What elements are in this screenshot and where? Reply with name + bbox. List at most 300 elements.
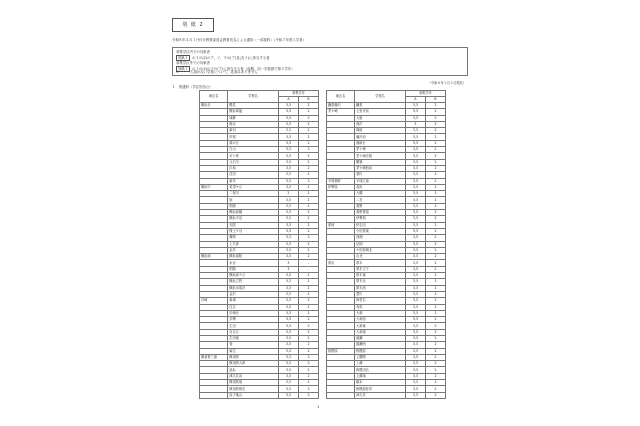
capacity-a-cell: 3,3 bbox=[278, 329, 298, 335]
school-cell: 新羽 bbox=[228, 128, 279, 134]
school-cell: 横浜緑ケ丘 bbox=[228, 273, 279, 279]
capacity-b-cell: 2 bbox=[299, 386, 319, 392]
capacity-a-cell: 3,3 bbox=[278, 228, 298, 234]
school-cell: 大和東 bbox=[355, 323, 406, 329]
capacity-a-cell: 3,3 bbox=[405, 235, 425, 241]
capacity-b-cell: 2 bbox=[425, 335, 445, 341]
capacity-b-cell: 2 bbox=[299, 109, 319, 115]
condition-text-1: の１の(2)のア、イ、ウの(ア)及び(イ)に該当する者 bbox=[192, 56, 270, 60]
school-cell: 茅ケ崎西浜 bbox=[355, 165, 406, 171]
capacity-b-cell: 2 bbox=[425, 254, 445, 260]
school-cell: 有馬 bbox=[355, 304, 406, 310]
capacity-a-cell: 3,3 bbox=[405, 323, 425, 329]
header-capacity: 募集学年 bbox=[278, 91, 318, 97]
capacity-a-cell: 3,3 bbox=[405, 254, 425, 260]
school-cell: 湘南台 bbox=[355, 140, 406, 146]
capacity-b-cell: 2 bbox=[425, 184, 445, 190]
capacity-a-cell: 3,3 bbox=[405, 222, 425, 228]
capacity-b-cell: 2 bbox=[299, 279, 319, 285]
capacity-b-cell: 2 bbox=[299, 134, 319, 140]
header-area: 地区名 bbox=[200, 91, 228, 103]
capacity-b-cell: 2 bbox=[299, 147, 319, 153]
school-cell: 住吉 bbox=[228, 304, 279, 310]
capacity-a-cell: 3,3 bbox=[405, 140, 425, 146]
capacity-b-cell: 2 bbox=[299, 317, 319, 323]
capacity-a-cell: 3,3 bbox=[278, 241, 298, 247]
school-cell: 横須賀南 bbox=[228, 380, 279, 386]
capacity-b-cell: 2 bbox=[425, 210, 445, 216]
capacity-b-cell: 2 bbox=[299, 285, 319, 291]
capacity-b-cell: 2 bbox=[299, 191, 319, 197]
capacity-b-cell: 2 bbox=[425, 159, 445, 165]
school-cell: 厚木王子 bbox=[355, 266, 406, 272]
school-cell: 上溝 bbox=[355, 361, 406, 367]
school-cell: 生田 bbox=[228, 323, 279, 329]
school-cell: 横須賀 bbox=[228, 354, 279, 360]
school-cell: 大船 bbox=[355, 115, 406, 121]
capacity-b-cell: 2 bbox=[425, 235, 445, 241]
capacity-b-cell: 2 bbox=[425, 203, 445, 209]
capacity-a-cell: 3,3 bbox=[405, 279, 425, 285]
school-cell: 橋本 bbox=[355, 380, 406, 386]
capacity-table-left bbox=[199, 90, 319, 399]
capacity-a-cell: 3,3 bbox=[278, 335, 298, 341]
area-cell: 鎌倉藤沢 bbox=[327, 103, 355, 109]
school-cell: 海老名 bbox=[355, 298, 406, 304]
school-cell: 伊志田 bbox=[355, 222, 406, 228]
capacity-a-cell: 3 bbox=[405, 121, 425, 127]
capacity-b-cell: 2 bbox=[299, 348, 319, 354]
school-cell: 厚木北 bbox=[355, 279, 406, 285]
school-cell: 平塚江南 bbox=[355, 178, 406, 184]
capacity-b-cell: 2 bbox=[299, 121, 319, 127]
capacity-a-cell: 3,3 bbox=[405, 178, 425, 184]
capacity-a-cell: 3,3 bbox=[405, 159, 425, 165]
school-cell: 二宮 bbox=[355, 197, 406, 203]
capacity-b-cell: 2 bbox=[425, 121, 445, 127]
school-cell: 川和 bbox=[228, 165, 279, 171]
school-cell: 鶴嶺 bbox=[355, 159, 406, 165]
capacity-a-cell: 3,3 bbox=[278, 279, 298, 285]
capacity-b-cell: 2 bbox=[299, 228, 319, 234]
capacity-a-cell: 3,3 bbox=[278, 310, 298, 316]
capacity-a-cell: 3,3 bbox=[405, 348, 425, 354]
header-b: B bbox=[425, 97, 445, 103]
capacity-a-cell: 3,3 bbox=[405, 134, 425, 140]
capacity-b-cell: 2 bbox=[425, 115, 445, 121]
capacity-a-cell: 3,3 bbox=[405, 184, 425, 190]
capacity-a-cell: 3,3 bbox=[278, 140, 298, 146]
capacity-b-cell: 2 bbox=[299, 373, 319, 379]
school-cell: 相模田名 bbox=[355, 367, 406, 373]
school-cell: 大磯 bbox=[355, 191, 406, 197]
capacity-a-cell: 3,3 bbox=[405, 260, 425, 266]
capacity-a-cell: 3,3 bbox=[405, 197, 425, 203]
school-cell: 愛川 bbox=[355, 291, 406, 297]
capacity-b-cell: 2 bbox=[425, 165, 445, 171]
school-cell: 麻生 bbox=[228, 348, 279, 354]
capacity-a-cell: 3,3 bbox=[405, 298, 425, 304]
capacity-a-cell: 3,3 bbox=[278, 304, 298, 310]
condition-title-1: 募集学区内での対象者 bbox=[176, 50, 210, 54]
capacity-b-cell: 2 bbox=[425, 285, 445, 291]
capacity-a-cell: 3,3 bbox=[278, 386, 298, 392]
capacity-a-cell: 3,3 bbox=[278, 254, 298, 260]
school-cell: 茅ケ崎北陵 bbox=[355, 153, 406, 159]
school-cell: 湘南 bbox=[355, 128, 406, 134]
capacity-a-cell: 3,3 bbox=[405, 373, 425, 379]
capacity-b-cell: 2 bbox=[425, 103, 445, 109]
capacity-b-cell: 2 bbox=[299, 329, 319, 335]
capacity-a-cell: 3,3 bbox=[278, 184, 298, 190]
school-cell: 厚木 bbox=[355, 260, 406, 266]
condition-tag-1: 別紙１ bbox=[178, 56, 189, 60]
capacity-b-cell: 2 bbox=[425, 147, 445, 153]
school-cell: 寒川 bbox=[355, 172, 406, 178]
capacity-b-cell: 2 bbox=[425, 291, 445, 297]
capacity-a-cell: 3,3 bbox=[405, 291, 425, 297]
capacity-b-cell: 2 bbox=[425, 191, 445, 197]
school-cell: 横浜氷取沢 bbox=[228, 285, 279, 291]
school-cell: 横浜南陵 bbox=[228, 254, 279, 260]
school-cell: 追浜 bbox=[228, 367, 279, 373]
condition-tag-2: 別紙１ bbox=[178, 67, 189, 71]
capacity-b-cell: 2 bbox=[299, 197, 319, 203]
capacity-a-cell: 3,3 bbox=[405, 285, 425, 291]
header-a: A bbox=[405, 97, 425, 103]
capacity-a-cell: 3,3 bbox=[278, 222, 298, 228]
capacity-b-cell: 2 bbox=[299, 354, 319, 360]
school-cell: 藤沢西 bbox=[355, 134, 406, 140]
condition-title-2: 募集学区外での対象者 bbox=[176, 61, 210, 65]
capacity-a-cell: 3,3 bbox=[278, 348, 298, 354]
capacity-b-cell: 2 bbox=[425, 197, 445, 203]
school-cell: 横浜平沼 bbox=[228, 216, 279, 222]
capacity-b-cell: 2 bbox=[299, 128, 319, 134]
capacity-b-cell: 2 bbox=[425, 329, 445, 335]
capacity-b-cell: - bbox=[299, 260, 319, 266]
capacity-b-cell: 2 bbox=[299, 247, 319, 253]
school-cell: 上溝南 bbox=[355, 373, 406, 379]
capacity-a-cell: 3,3 bbox=[278, 165, 298, 171]
capacity-b-cell: 2 bbox=[299, 342, 319, 348]
school-cell: 相模原弥栄 bbox=[355, 386, 406, 392]
capacity-a-cell: 3,3 bbox=[278, 291, 298, 297]
capacity-b-cell: 2 bbox=[425, 323, 445, 329]
capacity-b-cell: 2 bbox=[425, 273, 445, 279]
capacity-b-cell: 2 bbox=[425, 317, 445, 323]
capacity-b-cell: 2 bbox=[425, 310, 445, 316]
area-cell: 横浜南 bbox=[200, 254, 228, 260]
capacity-a-cell: 3,3 bbox=[405, 103, 425, 109]
capacity-a-cell: 3,3 bbox=[278, 342, 298, 348]
school-cell: 横浜翠嵐 bbox=[228, 109, 279, 115]
capacity-a-cell: 3,3 bbox=[278, 134, 298, 140]
capacity-b-cell: 2 bbox=[425, 241, 445, 247]
capacity-b-cell: 2 bbox=[425, 354, 445, 360]
school-cell: 山北 bbox=[355, 254, 406, 260]
capacity-b-cell: 2 bbox=[299, 159, 319, 165]
capacity-b-cell: 2 bbox=[425, 172, 445, 178]
header-a: A bbox=[278, 97, 298, 103]
school-cell: 高浜 bbox=[355, 184, 406, 190]
capacity-a-cell: 3,3 bbox=[278, 323, 298, 329]
capacity-a-cell: 3,3 bbox=[405, 241, 425, 247]
capacity-b-cell: 2 bbox=[299, 241, 319, 247]
capacity-a-cell: 3,3 bbox=[405, 216, 425, 222]
capacity-a-cell: 3,3 bbox=[278, 273, 298, 279]
capacity-b-cell: 2 bbox=[299, 273, 319, 279]
capacity-a-cell: 3,3 bbox=[405, 392, 425, 398]
school-cell: 深沢 bbox=[355, 121, 406, 127]
school-cell: 逗子葉山 bbox=[228, 392, 279, 398]
capacity-a-cell: 3,3 bbox=[278, 159, 298, 165]
conditions-box bbox=[172, 47, 468, 76]
capacity-a-cell: 3,3 bbox=[278, 121, 298, 127]
capacity-a-cell: 3,3 bbox=[405, 153, 425, 159]
capacity-b-cell: 2 bbox=[425, 279, 445, 285]
capacity-b-cell: 2 bbox=[425, 178, 445, 184]
capacity-a-cell: 3,3 bbox=[405, 329, 425, 335]
school-cell: 荏田 bbox=[228, 172, 279, 178]
capacity-a-cell: 3,3 bbox=[405, 109, 425, 115]
capacity-b-cell: 2 bbox=[299, 184, 319, 190]
area-cell: 相模原 bbox=[327, 348, 355, 354]
capacity-a-cell: 3,3 bbox=[278, 216, 298, 222]
capacity-a-cell: 3,3 bbox=[278, 115, 298, 121]
school-cell: 二俣川 bbox=[228, 191, 279, 197]
capacity-b-cell: 2 bbox=[299, 222, 319, 228]
school-cell: 小田原城北 bbox=[355, 247, 406, 253]
capacity-b-cell: 2 bbox=[299, 103, 319, 109]
header-school: 学校名 bbox=[228, 91, 279, 103]
condition-text-2: の１の(2)のウの(ア)に該当する者（前期、同一学校群で第２学年） bbox=[192, 67, 295, 71]
school-cell: 茅ケ崎 bbox=[355, 147, 406, 153]
school-cell: 希望ケ丘 bbox=[228, 184, 279, 190]
area-cell: 県央 bbox=[327, 260, 355, 266]
school-cell: 横須賀大津 bbox=[228, 361, 279, 367]
capacity-a-cell: 3,3 bbox=[405, 210, 425, 216]
area-cell: 横浜北 bbox=[200, 103, 228, 109]
capacity-a-cell: 3,3 bbox=[405, 191, 425, 197]
capacity-a-cell: 3,3 bbox=[278, 153, 298, 159]
capacity-a-cell: 3 bbox=[278, 260, 298, 266]
capacity-a-cell: 3,3 bbox=[405, 115, 425, 121]
capacity-a-cell: 3,3 bbox=[278, 285, 298, 291]
capacity-b-cell: 2 bbox=[425, 128, 445, 134]
school-cell: 新城 bbox=[228, 298, 279, 304]
school-cell: 舞岡 bbox=[228, 235, 279, 241]
capacity-a-cell: 3,3 bbox=[278, 128, 298, 134]
table-row bbox=[200, 392, 319, 398]
capacity-b-cell: 2 bbox=[425, 266, 445, 272]
school-cell: 城郷 bbox=[228, 115, 279, 121]
capacity-b-cell: 2 bbox=[425, 342, 445, 348]
capacity-a-cell: 3,3 bbox=[278, 103, 298, 109]
area-cell: 伊勢原 bbox=[327, 184, 355, 190]
school-cell: 津久井浜 bbox=[228, 373, 279, 379]
school-cell: 金沢 bbox=[228, 291, 279, 297]
capacity-b-cell: 2 bbox=[299, 323, 319, 329]
capacity-b-cell: 2 bbox=[299, 203, 319, 209]
capacity-table-right bbox=[326, 90, 446, 399]
school-cell: 旭 bbox=[228, 197, 279, 203]
capacity-a-cell: 3,3 bbox=[405, 335, 425, 341]
capacity-b-cell: 2 bbox=[299, 172, 319, 178]
area-cell: 平塚秦野 bbox=[327, 178, 355, 184]
school-cell: 百合丘 bbox=[228, 329, 279, 335]
capacity-a-cell: 3,3 bbox=[405, 310, 425, 316]
school-cell: 金井 bbox=[228, 247, 279, 253]
school-cell: 秦野 bbox=[355, 203, 406, 209]
capacity-b-cell: 2 bbox=[299, 210, 319, 216]
school-cell: 岸根 bbox=[228, 134, 279, 140]
capacity-a-cell: 3,3 bbox=[405, 380, 425, 386]
school-cell: 足柄 bbox=[355, 241, 406, 247]
school-cell: 西湘 bbox=[355, 235, 406, 241]
capacity-a-cell: 3,3 bbox=[405, 266, 425, 272]
capacity-b-cell: 2 bbox=[425, 153, 445, 159]
area-cell bbox=[200, 392, 228, 398]
capacity-b-cell: 2 bbox=[425, 373, 445, 379]
school-cell: 津久井 bbox=[355, 392, 406, 398]
capacity-a-cell: 3,3 bbox=[405, 128, 425, 134]
capacity-b-cell: 2 bbox=[425, 380, 445, 386]
header-area: 地区名 bbox=[327, 91, 355, 103]
school-cell: 保土ケ谷 bbox=[228, 228, 279, 234]
capacity-b-cell: 2 bbox=[425, 109, 445, 115]
capacity-b-cell: 2 bbox=[299, 216, 319, 222]
capacity-b-cell: 2 bbox=[425, 348, 445, 354]
school-cell: 市ケ尾 bbox=[228, 153, 279, 159]
capacity-b-cell: 2 bbox=[299, 291, 319, 297]
capacity-a-cell: 3,3 bbox=[278, 109, 298, 115]
capacity-a-cell: 3,3 bbox=[278, 172, 298, 178]
school-cell: 光陵 bbox=[228, 222, 279, 228]
capacity-b-cell: 2 bbox=[425, 216, 445, 222]
capacity-b-cell: 2 bbox=[299, 304, 319, 310]
capacity-a-cell: 3,3 bbox=[278, 392, 298, 398]
capacity-b-cell: - bbox=[299, 266, 319, 272]
area-cell: 県西 bbox=[327, 222, 355, 228]
capacity-a-cell: 3,3 bbox=[278, 317, 298, 323]
capacity-a-cell: 3 bbox=[278, 266, 298, 272]
school-cell: 白山 bbox=[228, 147, 279, 153]
header-b: B bbox=[299, 97, 319, 103]
capacity-b-cell: 2 bbox=[299, 361, 319, 367]
capacity-b-cell: 2 bbox=[425, 260, 445, 266]
school-cell: 綾瀬 bbox=[355, 335, 406, 341]
capacity-a-cell: 3,3 bbox=[278, 147, 298, 153]
area-cell: 川崎 bbox=[200, 298, 228, 304]
table-row bbox=[327, 392, 446, 398]
condition-note: ※ ・・・欠員がない学校について、応募はありません bbox=[176, 70, 258, 74]
capacity-b-cell: 2 bbox=[425, 134, 445, 140]
capacity-b-cell: 2 bbox=[299, 298, 319, 304]
capacity-a-cell: 3,3 bbox=[278, 373, 298, 379]
capacity-b-cell: 2 bbox=[299, 115, 319, 121]
school-cell: 港北 bbox=[228, 121, 279, 127]
capacity-b-cell: 2 bbox=[299, 140, 319, 146]
capacity-b-cell: 2 bbox=[299, 178, 319, 184]
capacity-b-cell: 2 bbox=[299, 367, 319, 373]
capacity-a-cell: 3,3 bbox=[405, 172, 425, 178]
as-of-date: （令和８年１月２日現在） bbox=[427, 81, 466, 85]
school-cell: 横須賀明光 bbox=[228, 386, 279, 392]
capacity-b-cell: 2 bbox=[299, 380, 319, 386]
capacity-a-cell: 3,3 bbox=[405, 147, 425, 153]
capacity-a-cell: 3,3 bbox=[278, 178, 298, 184]
school-cell: 横浜立野 bbox=[228, 279, 279, 285]
area-cell: 横須賀三浦 bbox=[200, 354, 228, 360]
header-capacity: 募集学年 bbox=[405, 91, 445, 97]
capacity-a-cell: 3,3 bbox=[405, 273, 425, 279]
school-cell: 新栄 bbox=[228, 178, 279, 184]
school-cell: 霧が丘 bbox=[228, 140, 279, 146]
capacity-a-cell: 3,3 bbox=[405, 354, 425, 360]
school-cell: 大和南 bbox=[355, 329, 406, 335]
capacity-a-cell: 3,3 bbox=[405, 367, 425, 373]
capacity-b-cell: 2 bbox=[299, 153, 319, 159]
section-heading: １ 普通科（学区別含む） bbox=[172, 85, 213, 89]
capacity-a-cell: 3,3 bbox=[405, 361, 425, 367]
school-cell: 多摩 bbox=[228, 317, 279, 323]
capacity-a-cell: 2 bbox=[278, 191, 298, 197]
school-cell: 厚木西 bbox=[355, 285, 406, 291]
school-cell: 鎌倉 bbox=[355, 103, 406, 109]
capacity-b-cell: 2 bbox=[299, 254, 319, 260]
capacity-a-cell: 3,3 bbox=[405, 165, 425, 171]
capacity-b-cell: 2 bbox=[299, 235, 319, 241]
school-cell: 上矢部 bbox=[228, 241, 279, 247]
capacity-a-cell: 3,3 bbox=[278, 247, 298, 253]
school-cell: 伊勢原 bbox=[355, 216, 406, 222]
capacity-b-cell: 2 bbox=[425, 140, 445, 146]
capacity-b-cell: 2 bbox=[299, 392, 319, 398]
school-cell: 松陽 bbox=[228, 203, 279, 209]
school-cell: 大和 bbox=[355, 310, 406, 316]
capacity-a-cell: 3,3 bbox=[278, 210, 298, 216]
school-cell: 秦野曽屋 bbox=[355, 210, 406, 216]
capacity-a-cell: 3,3 bbox=[278, 197, 298, 203]
school-cell: 上鶴間 bbox=[355, 354, 406, 360]
school-cell: 永谷 bbox=[228, 260, 279, 266]
capacity-a-cell: 3,3 bbox=[405, 228, 425, 234]
school-cell: 柏陽 bbox=[228, 266, 279, 272]
capacity-a-cell: 3,3 bbox=[278, 361, 298, 367]
school-cell: 七里ガ浜 bbox=[355, 109, 406, 115]
school-cell: 菅 bbox=[228, 342, 279, 348]
school-cell: 相模原 bbox=[355, 348, 406, 354]
capacity-a-cell: 3,3 bbox=[405, 317, 425, 323]
capacity-a-cell: 3,3 bbox=[405, 304, 425, 310]
area-cell bbox=[327, 392, 355, 398]
capacity-b-cell: 2 bbox=[425, 304, 445, 310]
area-cell: 横浜中 bbox=[200, 184, 228, 190]
area-cell: 茅ケ崎 bbox=[327, 109, 355, 115]
capacity-a-cell: 3,3 bbox=[278, 367, 298, 373]
school-cell: 鶴見 bbox=[228, 103, 279, 109]
capacity-a-cell: 3,3 bbox=[405, 203, 425, 209]
school-cell: 生田東 bbox=[228, 335, 279, 341]
school-cell: 綾瀬西 bbox=[355, 342, 406, 348]
capacity-a-cell: 3,3 bbox=[405, 247, 425, 253]
school-cell: 大和西 bbox=[355, 317, 406, 323]
capacity-b-cell: 2 bbox=[425, 386, 445, 392]
capacity-b-cell: 2 bbox=[425, 228, 445, 234]
capacity-a-cell: 3,3 bbox=[405, 342, 425, 348]
document-title: 別 紙 2 bbox=[172, 18, 214, 32]
